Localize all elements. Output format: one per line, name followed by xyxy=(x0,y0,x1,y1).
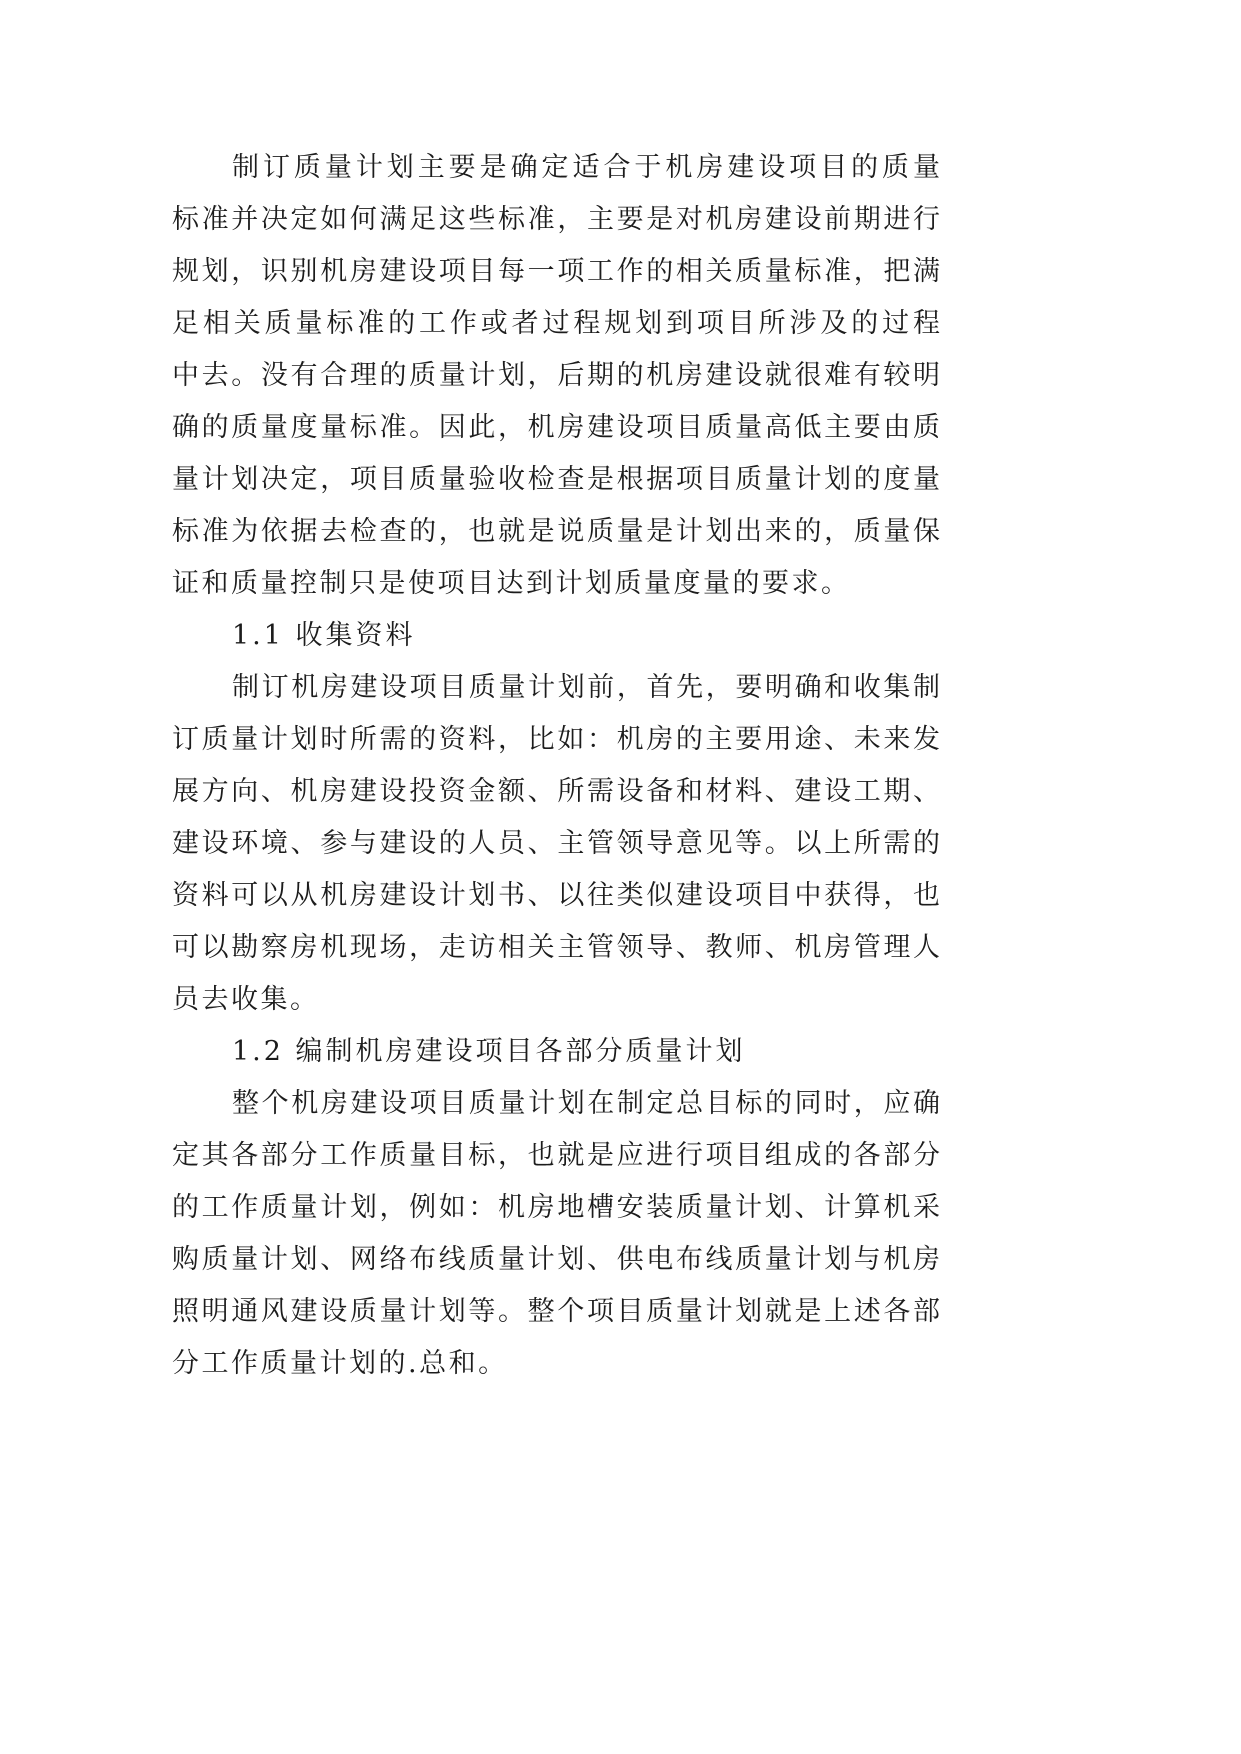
text-line: 整个机房建设项目质量计划在制定总目标的同时，应确 xyxy=(232,1088,940,1119)
section-heading: 1.2 编制机房建设项目各部分质量计划 xyxy=(232,1036,746,1067)
text-line: 资料可以从机房建设计划书、以往类似建设项目中获得，也 xyxy=(172,880,940,911)
text-line: 确的质量度量标准。因此，机房建设项目质量高低主要由质 xyxy=(172,412,940,443)
paragraph xyxy=(172,1078,940,1390)
document-body xyxy=(172,142,940,1390)
section-heading: 1.1 收集资料 xyxy=(232,620,416,651)
text-line: 建设环境、参与建设的人员、主管领导意见等。以上所需的 xyxy=(172,828,940,859)
text-line: 量计划决定，项目质量验收检查是根据项目质量计划的度量 xyxy=(172,464,940,495)
text-line: 购质量计划、网络布线质量计划、供电布线质量计划与机房 xyxy=(172,1244,940,1275)
text-line: 规划，识别机房建设项目每一项工作的相关质量标准，把满 xyxy=(172,256,940,287)
text-line: 订质量计划时所需的资料，比如：机房的主要用途、未来发 xyxy=(172,724,940,755)
text-line: 制订质量计划主要是确定适合于机房建设项目的质量 xyxy=(232,152,940,183)
text-line: 分工作质量计划的.总和。 xyxy=(172,1348,508,1379)
text-line: 的工作质量计划，例如：机房地槽安装质量计划、计算机采 xyxy=(172,1192,940,1223)
text-line: 照明通风建设质量计划等。整个项目质量计划就是上述各部 xyxy=(172,1296,940,1327)
text-line: 定其各部分工作质量目标，也就是应进行项目组成的各部分 xyxy=(172,1140,940,1171)
text-line: 中去。没有合理的质量计划，后期的机房建设就很难有较明 xyxy=(172,360,940,391)
text-line: 足相关质量标准的工作或者过程规划到项目所涉及的过程 xyxy=(172,308,940,339)
text-line: 制订机房建设项目质量计划前，首先，要明确和收集制 xyxy=(232,672,940,703)
text-line: 展方向、机房建设投资金额、所需设备和材料、建设工期、 xyxy=(172,776,940,807)
text-line: 证和质量控制只是使项目达到计划质量度量的要求。 xyxy=(172,568,851,599)
text-line: 员去收集。 xyxy=(172,984,320,1015)
paragraph xyxy=(172,662,940,1026)
text-line: 标准并决定如何满足这些标准，主要是对机房建设前期进行 xyxy=(172,204,940,235)
paragraph xyxy=(172,142,940,610)
text-line: 标准为依据去检查的，也就是说质量是计划出来的，质量保 xyxy=(172,516,940,547)
text-line: 可以勘察房机现场，走访相关主管领导、教师、机房管理人 xyxy=(172,932,940,963)
